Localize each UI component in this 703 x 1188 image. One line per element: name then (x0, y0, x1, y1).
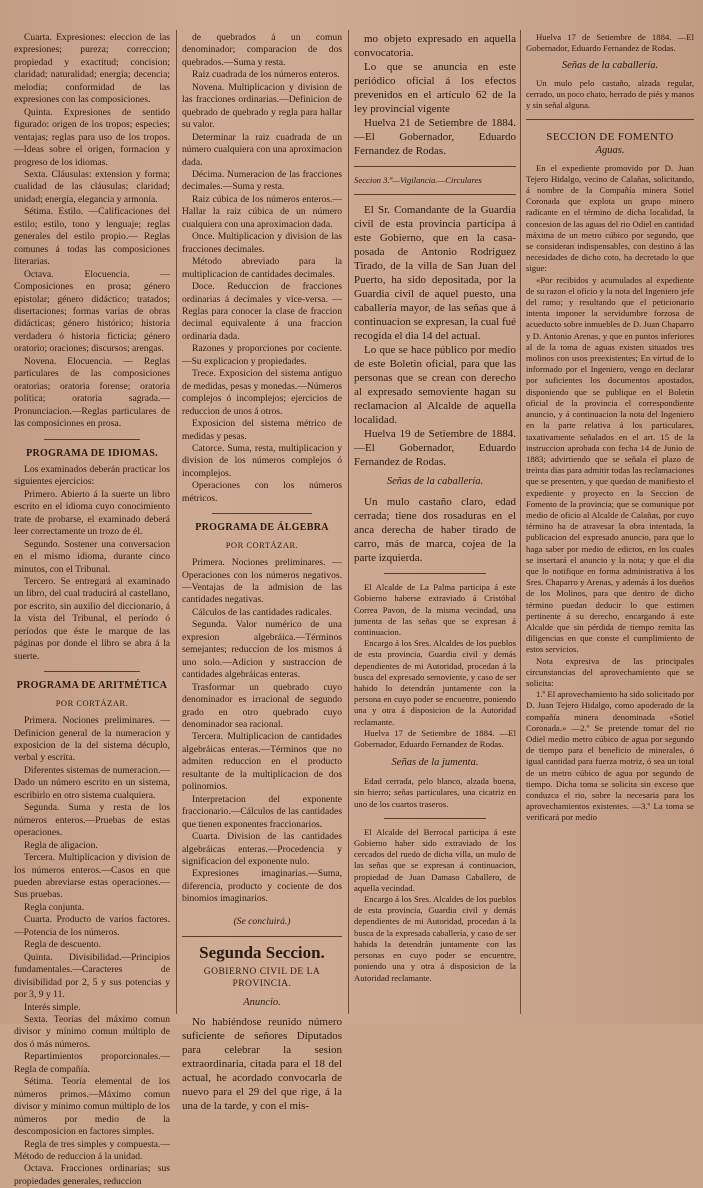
paragraph: Sexta. Teorías del máximo comun divisor y mínimo comun múltiplo de dos ó más números. (14, 1013, 170, 1050)
paragraph: Cuarta. Division de las cantidades algebráicas enteras.—Procedencia y significacion del exponente nulo. (182, 831, 342, 867)
paragraph: «Por recibidos y acumulados al expediente de su razon el oficio y la nota del Ingeniero jefe del ramo; y resultando que el peticionario intenta imponer la servidumbre forzosa de acueducto sobre inmuebles de D. Juan Chaparro y D. Antonio Arenas, y que en puntos inferiores al de la toma de aguas existen situados tres molinos con usos preexistentes; En virtud de lo informado por el Ingeniero, vengo en declarar por suficientes los documentos apostados, disponiendo que se publique en el Boletin oficial de la provincia el correspondiente anuncio, y á continuacion la nota del Ingeniero en la parte relativa á los particulares, taxativamente señalados en el art. 15 de la instruccion aprobada con fecha 14 de Junio de 1883; advirtiendo que se señala el plazo de treinta dias para admitir todas las reclamaciones que se presenten, y que quedan de manifiesto el expediente y proyecto en la Seccion de Fomento de la provincia; que se comunique por medio de oficio al Alcalde de Calañas, por cuyo término ha de atravesar la obra intentada, la publicacion del expresado anuncio, para que lo haga saber por medio de edictos, en los cuales se insertará el anuncio y la nota; y que el dia que lo notifique en forma administrativa á los Sres. Chaparro y Arenas, y además á los dueños de los Molinos, para que dentro de dicho término puedan deducir lo que estimen pertinente á su derecho, encargando á este Alcalde que sin pérdida de tiempo remita las diligencias en que conste el cumplimiento de estos servicios. (526, 274, 694, 655)
paragraph: mo objeto expresado en aquella convocatoria. (354, 33, 516, 59)
paragraph: Sétima. Teoría elemental de los números primos.—Máximo comun divisor y mínimo comun múltiplo de los números por medio de la descomposicion en factores simples. (14, 1076, 170, 1138)
aguas-expediente-text (526, 163, 694, 824)
heading-senas-jumenta: Señas de la jumenta. (391, 757, 479, 769)
paragraph: 1.º El aprovechamiento ha sido solicitado por D. Juan Tejero Hidalgo, como apoderado de la compañía minera denominada «Sotiel Coronada.» —2.º Se pretende tomar del rio Odiel medio metro cúbico de agua por segundo de tiempo para el beneficio de minerales, ó igual cantidad para fuerza motriz, ó sea un total de un metro cúbico de agua por segundo de tiempo. Dicha toma se solicita sin exceso que conduzca el rio, sobre la necesaria para los aprovechamientos existentes. —3.º La toma se verificará por medio (526, 689, 694, 823)
paragraph: Interpretacion del exponente fraccionario.—Cálculos de las cantidades que tienen exponentes fraccionarios. (182, 793, 342, 830)
paragraph: Décima. Numeracion de las fracciones decimales.—Suma y resta. (182, 168, 342, 193)
paragraph: Tercera. Multiplicacion y division de los números enteros.—Casos en que pueden abreviarse estas operaciones.—Sus pruebas. (14, 852, 170, 901)
aritmetica-program-text (14, 715, 170, 1188)
paragraph: Doce. Reduccion de fracciones ordinarias á decimales y vice-versa. —Reglas para conocer la clase de fraccion decimal equivalente á una fraccion ordinaria dada. (182, 281, 342, 342)
circular-la-palma (354, 582, 516, 750)
senas-caballeria-text (354, 495, 516, 565)
algebra-author: POR CORTÁZAR. (225, 539, 299, 550)
heading-programa-algebra: PROGRAMA DE ÁLGEBRA (195, 522, 329, 534)
column-divider (176, 30, 177, 1014)
paragraph: Operaciones con los números métricos. (182, 480, 342, 504)
paragraph: Huelva 17 de Setiembre de 1884. —El Gobernador, Eduardo Fernandez de Rodas. (526, 32, 694, 54)
algebra-program-text (182, 557, 342, 906)
paragraph: Raiz cúbica de los números enteros.—Hallar la raiz cúbica de un número cualquiera con una aproximacion dada. (182, 193, 342, 230)
paragraph: Regla de aligacion. (24, 839, 98, 851)
anuncio-text-continued (354, 32, 516, 158)
paragraph: El Alcalde del Berrocal participa á este Gobierno haber sido extraviado de los cercados del ruedo de dicha villa, un mulo de las señas que se expresan á continuacion, propiedad de Juan Damaso Caballero, de aquella vecindad. (354, 826, 516, 893)
paragraph: Raiz cuadrada de los números enteros. (192, 69, 340, 81)
paragraph: Un mulo pelo castaño, alzada regular, cerrado, un poco chato, herrado de piés y manos y sin señal alguna. (526, 77, 694, 111)
paragraph: Expresiones imaginarias.—Suma, diferencia, producto y cociente de dos binomios imaginarios. (182, 868, 342, 905)
paragraph: de quebrados á un comun denominador; comparacion de dos quebrados.—Suma y resta. (182, 32, 342, 68)
section-divider (212, 513, 312, 514)
se-concluira-note: (Se concluirá.) (233, 915, 291, 927)
heading-anuncio: Anuncio. (243, 996, 281, 1008)
heading-seccion-fomento: SECCION DE FOMENTO (546, 131, 674, 144)
column-3 (354, 32, 516, 1012)
paragraph: Cuarta. Expresiones: eleccion de las expresiones; pureza; correccion; propiedad y exactitud; concision; claridad; naturalidad; energía; decencia; melodía; conformidad de las expresiones con las composiciones. (14, 32, 170, 106)
paragraph: Tercero. Se entregará al examinado un libro, del cual traducirá al castellano, por escrito, sin auxilio del diccionario, á la vista del Tribunal, el período ó períodos que éste le marque de las páginas por donde el libro se abra á la suerte. (14, 576, 170, 662)
heading-seccion-vigilancia: Seccion 3.ª—Vigilancia.—Circulares (354, 175, 482, 185)
circular-berrocal (354, 827, 516, 984)
retorica-program-text (14, 32, 170, 431)
heading-senas-caballeria: Señas de la caballería. (386, 476, 484, 488)
paragraph: Primera. Nociones preliminares. —Operaciones con los números negativos.—Ventajas de la admision de las cantidades negativas. (182, 557, 342, 606)
berrocal-signature (526, 32, 694, 54)
paragraph: El Sr. Comandante de la Guardia civil de esta provincia participa á este Gobierno, que en la casa-posada de Antonio Rodriguez Tirado, de la villa de San Juan del Puerto, ha sido depositada, por la Guardia civil de aquel puesto, una caballería mayor, de las señas que á continuacion se expresan, la cual fué recogida el dia 14 del actual. (354, 204, 516, 343)
paragraph: Octava. Fracciones ordinarias; sus propiedades generales, reduccion (14, 1163, 170, 1187)
section-divider (354, 166, 516, 167)
section-divider (182, 936, 342, 937)
paragraph: Sétima. Estilo. —Calificaciones del estilo; estilo, tono y lenguaje; reglas generales del estilo propio.— Reglas comunes á todas las composiciones literarias. (14, 206, 170, 268)
paragraph: Quinta. Divisibilidad.—Principios fundamentales.—Caracteres de divisibilidad por 2, 5 y sus potencias y por 3, 9 y 11. (14, 951, 170, 1001)
paragraph: Nota expresiva de las principales circunstancias del aprovechamiento que se solicita: (526, 655, 694, 688)
senas-caballeria-2-text (526, 78, 694, 112)
paragraph: Novena. Elocuencia. — Reglas particulares de las composiciones oratorias; oratoria forense; oratoria política; oratoria sagrada.—Pronunciacion.—Reglas particulares de las composiciones en prosa. (14, 355, 170, 430)
column-1 (14, 32, 170, 1187)
paragraph: El Alcalde de La Palma participa á este Gobierno haberse extraviado á Cristóbal Correa Pavon, de la misma vecindad, una jumenta de las señas que se expresan á continuacion. (354, 582, 516, 638)
paragraph: Huelva 19 de Setiembre de 1884.—El Gobernador, Eduardo Fernandez de Rodas. (354, 428, 516, 469)
paragraph: Encargo á los Sres. Alcaldes de los pueblos de esta provincia, Guardia civil y demás dependientes de mi Autoridad, procedan á la busca del expresado semoviente, y caso de ser habido lo detendrán juntamente con la persona en cuyo poder se encuentre, poniendo una y otra á disposicion de la Autoridad reclamante. (354, 638, 516, 727)
paragraph: Exposicion del sistema métrico de medidas y pesas. (182, 418, 342, 442)
paragraph: Trece. Exposicion del sistema antiguo de medidas, pesas y monedas.—Números complejos ó incomplejos; ejercicios de reduccion de unos á otros. (182, 368, 342, 417)
paragraph: Lo que se hace público por medio de este Boletin oficial, para que las personas que se crean con derecho al expresado semoviente hagan su reclamacion al Alcalde de aquella localidad. (354, 344, 516, 427)
column-4 (526, 32, 694, 1012)
paragraph: Primero. Abierto á la suerte un libro escrito en el idioma cuyo conocimiento trate de probarse, el examinado deberá leer correctamente un trozo de él. (14, 488, 170, 538)
column-divider (348, 30, 349, 1014)
section-divider (526, 119, 694, 120)
heading-programa-aritmetica: PROGRAMA DE ARITMÉTICA (16, 680, 168, 692)
paragraph: Cálculos de las cantidades radicales. (192, 606, 332, 618)
paragraph: Segunda. Suma y resta de los números enteros.—Pruebas de estas operaciones. (14, 802, 170, 839)
paragraph: Encargo á los Sres. Alcaldes de los pueblos de esta provincia, Guardia civil y demás dependientes de mi Autoridad, procedan á la busca de la expresada caballería, y caso de ser habida la detendrán juntamente con las personas en cuyo poder se encuentre, poniendo una y otra á disposicion de la Autoridad reclamante. (354, 894, 516, 983)
paragraph: Huelva 21 de Setiembre de 1884.—El Gobernador, Eduardo Fernandez de Rodas. (354, 117, 516, 157)
paragraph: Segundo. Sostener una conversacion en el mismo idioma, durante cinco minutos, con el Tribunal. (14, 538, 170, 575)
paragraph: Regla conjunta. (24, 901, 85, 913)
paragraph: Los examinados deberán practicar los siguientes ejercicios: (14, 463, 170, 488)
paragraph: Razones y proporciones por cociente.—Su explicacion y propiedades. (182, 343, 342, 367)
paragraph: Determinar la raiz cuadrada de un número cualquiera con una aproximacion dada. (182, 131, 342, 168)
paragraph: Tercera. Multiplicacion de cantidades algebráicas enteras.—Términos que no admiten reduccion en el producto resultante de la multiplicacion de dos polinomios. (182, 731, 342, 793)
paragraph: Un mulo castaño claro, edad cerrada; tiene dos rosaduras en el anca derecha de haber tirado de carro, más de marca, cojea de la parte izquierda. (354, 496, 516, 565)
paragraph: Quinta. Expresiones de sentido figurado: origen de los tropos; especies; ventajas; reglas para uso de los tropos.—Ideas sobre el origen, formacion y progreso de los idiomas. (14, 106, 170, 168)
section-divider (44, 671, 140, 672)
paragraph: Huelva 17 de Setiembre de 1884. —El Gobernador, Eduardo Fernandez de Rodas. (354, 727, 516, 750)
paragraph: No habiéndose reunido número suficiente de señores Diputados para celebrar la sesion extraordinaria, citada para el 18 del actual, he acordado convocarla de nuevo para el 29 del que rige, á la una de la tarde, y con el mis- (182, 1016, 342, 1113)
paragraph: En el expediente promovido por D. Juan Tejero Hidalgo, vecino de Calañas, solicitando, á nombre de la Compañía minera Sotiel Coronada que explota un grupo minero radicante en el término de dicha localidad, la concesion de las aguas del rio Odiel en cantidad máxima de un metro cúbico por segundo, que se consideran indispensables, con destino á las necesidades de dicho coto, ha decretado lo que sigue: (526, 162, 694, 274)
anuncio-text (182, 1015, 342, 1113)
paragraph: Once. Multiplicacion y division de las fracciones decimales. (182, 231, 342, 255)
paragraph: Edad cerrada, pelo blanco, alzada buena, sin hierro; señas particulares, una cicatriz en uno de los cuartos traseros. (354, 776, 516, 809)
section-divider (44, 439, 140, 440)
paragraph: Regla de tres simples y compuesta.—Método de reduccion á la unidad. (14, 1138, 170, 1162)
circular-san-juan-del-puerto (354, 203, 516, 469)
aritmetica-author: POR CORTÁZAR. (55, 697, 129, 708)
senas-jumenta-text (354, 776, 516, 810)
idiomas-program-text (14, 464, 170, 663)
paragraph: Segunda. Valor numérico de una expresion algebráica.—Términos semejantes; reduccion de los mismos á uno solo.—Adicion y sustraccion de cantidades algebráicas enteras. (182, 619, 342, 681)
paragraph: Octava. Elocuencia. —Composiciones en prosa; género epistolar; género didáctico; tratados; disertaciones; formas varias de obras didácticas; género histórico; historia verdadera ó historia ficticia; género oratorio; oraciones; discursos; arengas. (14, 268, 170, 355)
heading-programa-idiomas: PROGRAMA DE IDIOMAS. (26, 447, 158, 459)
section-divider (384, 573, 486, 574)
paragraph: Repartimientos proporcionales.—Regla de compañía. (14, 1051, 170, 1075)
heading-segunda-seccion: Segunda Seccion. (199, 943, 325, 963)
paragraph: Trasformar un quebrado cuyo denominador es irracional de segundo grado en otro quebrado cuyo denominador sea racional. (182, 681, 342, 731)
heading-senas-caballeria-2: Señas de la caballería. (561, 60, 659, 72)
heading-gobierno-civil: GOBIERNO CIVIL DE LA PROVINCIA. (203, 966, 321, 990)
column-2 (182, 32, 342, 1113)
paragraph: Primera. Nociones preliminares. —Definicion general de la numeracion y exposicion de la del sistema décuplo, verbal y escrita. (14, 715, 170, 764)
paragraph: Método abreviado para la multiplicacion de cantidades decimales. (182, 256, 342, 280)
section-divider (354, 194, 516, 195)
paragraph: Sexta. Cláusulas: extension y forma; cualidad de las cláusulas; claridad; unidad; energía, elegancia y armonía. (14, 168, 170, 205)
heading-aguas: Aguas. (595, 145, 625, 157)
paragraph: Diferentes sistemas de numeracion.—Dado un número escrito en un sistema, escribirlo en otro sistema cualquiera. (14, 764, 170, 801)
paragraph: Regla de descuento. (24, 939, 101, 951)
paragraph: Interés simple. (24, 1001, 81, 1013)
aritmetica-program-continued (182, 32, 342, 505)
paragraph: Catorce. Suma, resta, multiplicacion y division de los números complejos ó incomplejos. (182, 442, 342, 479)
column-divider (520, 30, 521, 1014)
paragraph: Lo que se anuncia en este periódico oficial á los efectos prevenidos en el artículo 62 de la ley provincial vigente (354, 61, 516, 115)
paragraph: Novena. Multiplicacion y division de las fracciones ordinarias.—Definicion de quebrado de quebrado y regla para hallar su valor. (182, 81, 342, 131)
section-divider (384, 818, 486, 819)
paragraph: Cuarta. Producto de varios factores.—Potencia de los números. (14, 914, 170, 938)
